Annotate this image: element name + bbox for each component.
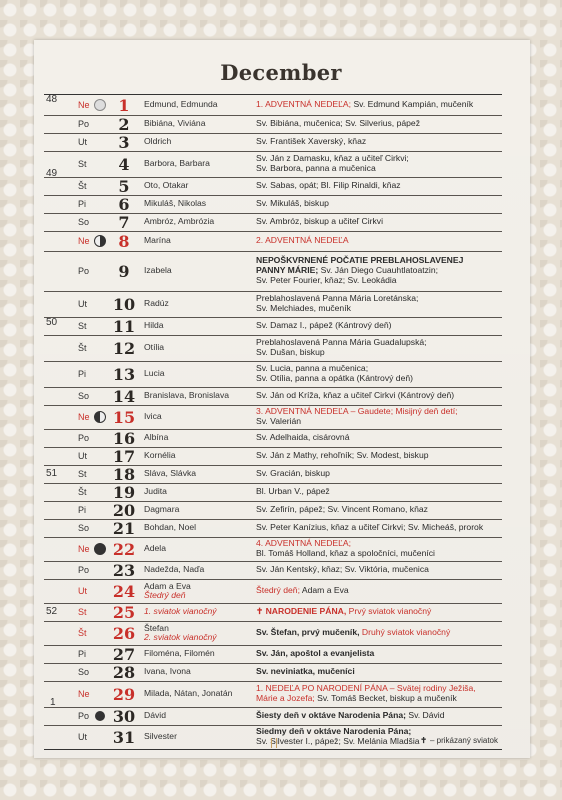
name-day-text: Oldrich <box>144 136 172 147</box>
weekday-abbr: Št <box>78 343 87 353</box>
event-text: 3. ADVENTNÁ NEDEĽA – Gaudete; Misijný deň detí; <box>256 406 458 417</box>
weekday-abbr: St <box>78 607 87 617</box>
feast-events <box>256 405 502 429</box>
event-text: Sv. Gracián, biskup <box>256 468 330 479</box>
weekday-abbr: Pi <box>78 649 87 659</box>
event-line <box>256 391 502 401</box>
weekday-abbr: Po <box>78 433 90 443</box>
weekday-abbr: Ut <box>78 299 87 309</box>
feast-events <box>256 151 502 177</box>
event-text: 1. NEDEĽA PO NARODENÍ PÁNA – Svätej rodiny Ježiša, <box>256 683 476 694</box>
day-row-23 <box>44 561 502 580</box>
event-text: 4. ADVENTNÁ NEDEĽA; <box>256 538 352 549</box>
moon-phase-icon <box>94 405 106 429</box>
event-text: Sv. Dušan, biskup <box>256 347 325 357</box>
name-day-text: Edmund, Edmunda <box>144 99 218 110</box>
day-row-4 <box>44 151 502 178</box>
feast-events <box>256 133 502 151</box>
name-day-text: Kornélia <box>144 450 176 461</box>
event-text: Sv. Peter Fourier, kňaz; Sv. Leokádia <box>256 274 397 285</box>
event-line <box>256 164 502 174</box>
event-line <box>256 586 502 596</box>
day-row-8 <box>44 231 502 252</box>
event-text: Štedrý deň; <box>256 585 302 596</box>
day-number: 30 <box>112 706 136 726</box>
day-number: 4 <box>118 154 130 174</box>
weekday-abbr: Po <box>78 119 90 129</box>
event-text: Sv. Ján, apoštol a evanjelista <box>256 648 375 659</box>
week-number: 50 <box>46 317 58 328</box>
day-number: 7 <box>118 212 130 232</box>
weekday-abbr: Št <box>78 628 87 638</box>
day-number: 25 <box>112 602 136 622</box>
feast-events <box>256 213 502 231</box>
name-day-text: Ivica <box>144 411 162 422</box>
event-text: Sv. Bibiána, mučenica; Sv. Silverius, pápež <box>256 118 420 129</box>
day-row-26 <box>44 621 502 646</box>
name-day-text: Milada, Nátan, Jonatán <box>144 688 233 699</box>
week-number: 51 <box>46 468 58 479</box>
event-line <box>256 523 502 533</box>
event-line <box>256 276 502 286</box>
feast-events <box>256 429 502 447</box>
name-day-text: Filoména, Filomén <box>144 648 215 659</box>
event-line <box>256 565 502 575</box>
day-number: 3 <box>118 132 130 152</box>
feast-events <box>256 387 502 405</box>
event-text: Sv. Ambróz, biskup a učiteľ Cirkvi <box>256 216 383 227</box>
event-text: Sv. Ján Diego Cuauhtlatoatzin; <box>320 265 438 276</box>
event-line <box>256 628 502 638</box>
feast-events <box>256 681 502 707</box>
event-text: Sv. Sabas, opát; Bl. Filip Rinaldi, kňaz <box>256 180 401 191</box>
day-row-6 <box>44 195 502 214</box>
event-text: Siedmy deň v oktáve Narodenia Pána; <box>256 726 412 737</box>
name-day-text: Ivana, Ivona <box>144 666 191 677</box>
day-number: 16 <box>112 428 136 448</box>
event-text: Sv. Štefan, prvý mučeník, <box>256 627 362 638</box>
name-day-text: Hilda <box>144 320 164 331</box>
name-day-text: Mikuláš, Nikolas <box>144 198 207 209</box>
event-text: Adam a Eva <box>301 585 349 596</box>
day-number: 28 <box>112 662 136 682</box>
event-line <box>256 119 502 129</box>
event-text: Bl. Urban V., pápež <box>256 486 330 497</box>
moon-phase-icon <box>94 231 106 251</box>
event-line <box>256 417 502 427</box>
event-line <box>256 348 502 358</box>
day-row-16 <box>44 429 502 448</box>
event-text: Sv. Ján Kentský, kňaz; Sv. Viktória, mučenica <box>256 564 429 575</box>
weekday-abbr: St <box>78 159 87 169</box>
day-row-5 <box>44 177 502 196</box>
event-line <box>256 505 502 515</box>
day-number: 13 <box>112 364 136 384</box>
event-text: Sv. Adelhaida, cisárovná <box>256 432 350 443</box>
weekday-abbr: So <box>78 217 90 227</box>
name-day-text: Nadežda, Naďa <box>144 564 205 575</box>
day-number: 17 <box>112 446 136 466</box>
day-row-24 <box>44 579 502 604</box>
weekday-abbr: Po <box>78 711 90 721</box>
event-text: Sv. František Xaverský, kňaz <box>256 136 367 147</box>
day-number: 8 <box>118 231 130 251</box>
day-number: 6 <box>118 194 130 214</box>
weekday-abbr: Po <box>78 565 90 575</box>
event-text: Sv. neviniatka, mučeníci <box>256 666 355 677</box>
weekday-abbr: Št <box>78 181 87 191</box>
day-row-30 <box>44 707 502 726</box>
day-number: 21 <box>112 518 136 538</box>
day-number: 2 <box>118 114 130 134</box>
weekday-abbr: Ne <box>78 689 90 699</box>
event-text: Bl. Tomáš Holland, kňaz a spoločníci, mučeníci <box>256 548 435 558</box>
name-day-text: Marína <box>144 235 171 246</box>
weekday-abbr: Pi <box>78 369 87 379</box>
event-text: 1. ADVENTNÁ NEDEĽA; <box>256 99 354 110</box>
name-day-text: Barbora, Barbara <box>144 158 210 169</box>
event-line <box>256 549 502 559</box>
day-number: 23 <box>112 560 136 580</box>
name-day-text: Bohdan, Noel <box>144 522 197 533</box>
event-text: Preblahoslavená Panna Mária Guadalupská; <box>256 337 427 348</box>
event-text: Sv. Zefirín, pápež; Sv. Vincent Romano, kňaz <box>256 504 428 515</box>
name-day-text: Dagmara <box>144 504 180 515</box>
event-text: PANNY MÁRIE; <box>256 265 321 276</box>
day-number: 18 <box>112 464 136 484</box>
feast-events <box>256 707 502 725</box>
day-number: 24 <box>112 581 136 601</box>
day-row-20 <box>44 501 502 520</box>
weekday-abbr: Ne <box>78 412 90 422</box>
feast-events <box>256 501 502 519</box>
day-number: 19 <box>112 482 136 502</box>
week-number: 1 <box>50 697 56 708</box>
event-text: Sv. Otília, panna a opátka (Kántrový deň) <box>256 373 414 383</box>
event-text: Márie a Jozefa; <box>256 693 318 703</box>
moon-phase-icon <box>94 537 106 561</box>
moon-phase-icon <box>94 707 106 725</box>
moon-phase-icon <box>94 95 106 115</box>
secondary-label: 2. sviatok vianočný <box>144 632 217 642</box>
day-row-12 <box>44 335 502 362</box>
binding-mark <box>271 738 277 748</box>
event-text: ✝ NARODENIE PÁNA, <box>256 606 349 617</box>
feast-events <box>256 231 502 251</box>
day-row-2 <box>44 115 502 134</box>
day-row-13 <box>44 361 502 388</box>
weekday-abbr: So <box>78 391 90 401</box>
event-text: Druhý sviatok vianočný <box>361 627 451 638</box>
event-text: Sv. Ján z Damasku, kňaz a učiteľ Cirkvi; <box>256 153 409 164</box>
event-line <box>256 451 502 461</box>
feast-events <box>256 465 502 483</box>
feast-events <box>256 447 502 465</box>
event-line <box>256 181 502 191</box>
event-line <box>256 433 502 443</box>
event-line <box>256 694 502 704</box>
weekday-abbr: Pi <box>78 505 87 515</box>
legend-text: – prikázaný sviatok <box>429 736 498 745</box>
event-line <box>256 217 502 227</box>
weekday-abbr: Ut <box>78 451 87 461</box>
event-text: Sv. Ján od Kríža, kňaz a učiteľ Cirkvi (Kántrový deň) <box>256 390 455 401</box>
legend <box>420 736 498 745</box>
event-text: Sv. Silvester I., pápež; Sv. Melánia Mladšia <box>256 736 420 746</box>
day-number: 15 <box>112 407 136 427</box>
event-line <box>256 199 502 209</box>
day-row-22 <box>44 537 502 562</box>
name-day-text: Branislava, Bronislava <box>144 390 230 401</box>
weekday-abbr: Ut <box>78 586 87 596</box>
day-number: 31 <box>112 727 136 747</box>
week-number: 49 <box>46 168 58 179</box>
weekday-abbr: Pi <box>78 199 87 209</box>
day-row-15 <box>44 405 502 430</box>
event-text: Sv. Barbora, panna a mučenica <box>256 163 376 173</box>
name-day-text: Dávid <box>144 710 166 721</box>
event-text: Sv. Melchiades, mučeník <box>256 303 351 313</box>
event-line <box>256 667 502 677</box>
day-row-11 <box>44 317 502 336</box>
feast-events <box>256 483 502 501</box>
day-row-10 <box>44 291 502 318</box>
feast-events <box>256 561 502 579</box>
feast-events <box>256 177 502 195</box>
feast-events <box>256 663 502 681</box>
weekday-abbr: Št <box>78 487 87 497</box>
event-text: Šiesty deň v oktáve Narodenia Pána; <box>256 710 409 721</box>
day-row-27 <box>44 645 502 664</box>
day-number: 1 <box>118 95 130 115</box>
day-number: 29 <box>112 684 136 704</box>
name-day-text: Albína <box>144 432 169 443</box>
event-text: Sv. Peter Kanízius, kňaz a učiteľ Cirkvi; Sv. Micheáš, prorok <box>256 522 484 533</box>
day-number: 9 <box>118 261 130 281</box>
weekday-abbr: Ut <box>78 137 87 147</box>
weekday-abbr: Ne <box>78 544 90 554</box>
name-day-text: Izabela <box>144 265 172 276</box>
name-day-text: Bibiána, Viviána <box>144 118 206 129</box>
event-line <box>256 236 502 246</box>
event-text: Sv. Valerián <box>256 416 302 426</box>
event-text: Sv. Mikuláš, biskup <box>256 198 329 209</box>
day-row-17 <box>44 447 502 466</box>
secondary-label: 1. sviatok vianočný <box>144 606 217 617</box>
name-day-text: Otília <box>144 342 165 353</box>
feast-events <box>256 645 502 663</box>
weekday-abbr: So <box>78 523 90 533</box>
name-day-text: Oto, Otakar <box>144 180 189 191</box>
feast-events <box>256 195 502 213</box>
name-day-text: Adela <box>144 543 166 554</box>
day-number: 27 <box>112 644 136 664</box>
day-number: 11 <box>112 316 136 336</box>
event-text: Sv. Damaz I., pápež (Kántrový deň) <box>256 320 392 331</box>
day-row-29 <box>44 681 502 708</box>
event-text: Sv. Dávid <box>408 710 445 721</box>
feast-events <box>256 317 502 335</box>
day-number: 10 <box>112 294 136 314</box>
day-row-25 <box>44 603 502 622</box>
feast-events <box>256 579 502 603</box>
event-line <box>256 469 502 479</box>
feast-events <box>256 537 502 561</box>
day-row-18 <box>44 465 502 484</box>
name-day-text: Silvester <box>144 731 177 742</box>
day-row-14 <box>44 387 502 406</box>
week-number: 52 <box>46 606 58 617</box>
day-number: 26 <box>112 623 136 643</box>
event-text: NEPOŠKVRNENÉ POČATIE PREBLAHOSLAVENEJ <box>256 255 464 266</box>
event-text: Prvý sviatok vianočný <box>348 606 432 617</box>
name-day-text: Lucia <box>144 368 165 379</box>
day-number: 20 <box>112 500 136 520</box>
name-day-text: Radúz <box>144 298 169 309</box>
weekday-abbr: Ut <box>78 732 87 742</box>
day-row-1 <box>44 95 502 116</box>
event-line <box>256 649 502 659</box>
event-text: 2. ADVENTNÁ NEDEĽA <box>256 235 349 246</box>
event-line <box>256 100 502 110</box>
name-day-text: Adam a Eva <box>144 580 191 591</box>
event-line <box>256 137 502 147</box>
event-line <box>256 374 502 384</box>
feast-events <box>256 361 502 387</box>
weekday-abbr: Ne <box>78 100 90 110</box>
name-day-text: Štefan <box>144 622 169 633</box>
secondary-label: Štedrý deň <box>144 590 186 600</box>
cross-icon: ✝ <box>420 736 427 745</box>
event-text: Sv. Lucia, panna a mučenica; <box>256 363 369 374</box>
weekday-abbr: So <box>78 667 90 677</box>
month-title: December <box>220 60 342 85</box>
weekday-abbr: St <box>78 321 87 331</box>
name-day-text: Judita <box>144 486 167 497</box>
event-line <box>256 607 502 617</box>
week-number: 48 <box>46 94 58 105</box>
feast-events <box>256 603 502 621</box>
feast-events <box>256 251 502 291</box>
event-line <box>256 487 502 497</box>
day-row-28 <box>44 663 502 682</box>
feast-events <box>256 621 502 645</box>
name-day-text: Sláva, Slávka <box>144 468 197 479</box>
event-text: Sv. Ján z Mathy, rehoľník; Sv. Modest, biskup <box>256 450 429 461</box>
feast-events <box>256 95 502 115</box>
day-row-19 <box>44 483 502 502</box>
feast-events <box>256 335 502 361</box>
day-row-9 <box>44 251 502 292</box>
day-row-21 <box>44 519 502 538</box>
weekday-abbr: St <box>78 469 87 479</box>
event-line <box>256 304 502 314</box>
feast-events <box>256 291 502 317</box>
day-number: 12 <box>112 338 136 358</box>
feast-events <box>256 519 502 537</box>
name-day-text: Ambróz, Ambrózia <box>144 216 215 227</box>
day-row-7 <box>44 213 502 232</box>
event-text: Sv. Edmund Kampián, mučeník <box>353 99 474 110</box>
event-text: Preblahoslavená Panna Mária Loretánska; <box>256 293 419 304</box>
event-line <box>256 321 502 331</box>
event-line <box>256 711 502 721</box>
day-number: 5 <box>118 176 130 196</box>
event-text: Sv. Tomáš Becket, biskup a mučeník <box>317 693 457 703</box>
weekday-abbr: Po <box>78 266 90 276</box>
feast-events <box>256 115 502 133</box>
day-number: 22 <box>112 539 136 559</box>
day-number: 14 <box>112 386 136 406</box>
day-row-3 <box>44 133 502 152</box>
weekday-abbr: Ne <box>78 236 90 246</box>
